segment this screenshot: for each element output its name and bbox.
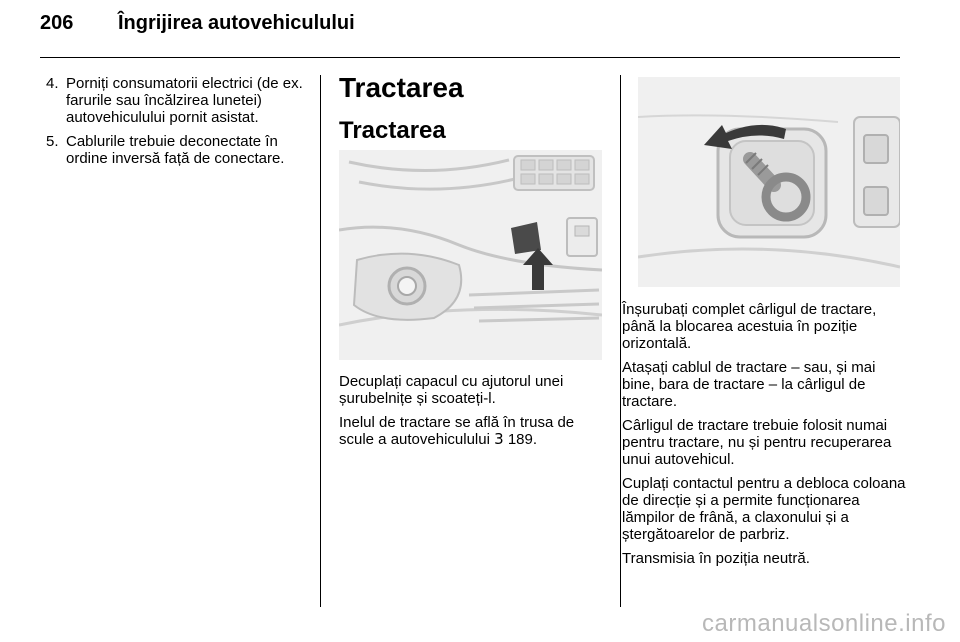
list-item <box>46 75 308 126</box>
section-subheading: Tractarea <box>339 117 446 144</box>
paragraph: Cuplați contactul pentru a debloca coloana de direcție și a permite funcționarea lămpilor de frână, a claxonului și a ștergătoarelor de parbriz. <box>622 475 906 543</box>
reference-page-link[interactable]: 189. <box>507 431 538 448</box>
column-divider-2 <box>620 75 621 607</box>
column-1 <box>46 75 308 174</box>
page-number: 206 <box>40 12 74 34</box>
paragraph: Cârligul de tractare trebuie folosit numai pentru tractare, nu și pentru recuperarea unui autovehicul. <box>622 417 892 468</box>
paragraph-text: Inelul de tractare se află în trusa de scule a autovehiculului <box>339 414 575 448</box>
column-divider-1 <box>320 75 321 607</box>
page-title: Îngrijirea autovehiculului <box>118 12 355 34</box>
paragraph: Atașați cablul de tractare – sau, și mai bine, bara de tractare – la cârligul de tractare. <box>622 359 876 410</box>
header-divider <box>40 57 900 58</box>
watermark: carmanualsonline.info <box>702 610 946 637</box>
paragraph-with-reference <box>339 414 607 448</box>
column-2-text <box>339 373 607 455</box>
bumper-cover-illustration <box>339 150 602 360</box>
list-item-number: 5. <box>46 133 59 150</box>
paragraph: Decuplați capacul cu ajutorul unei șurubelnițe și scoateți-l. <box>339 373 564 407</box>
section-heading: Tractarea <box>339 72 464 103</box>
list-item-number: 4. <box>46 75 59 92</box>
paragraph: Transmisia în poziția neutră. <box>622 550 810 567</box>
paragraph: Înșurubați complet cârligul de tractare, până la blocarea acestuia în poziție orizontală. <box>622 301 877 352</box>
list-item-text: Porniți consumatorii electrici (de ex. farurile sau încălzirea lunetei) autovehiculului pornit asistat. <box>66 75 303 126</box>
list-item-text: Cablurile trebuie deconectate în ordine inversă față de conectare. <box>66 133 285 167</box>
reference-arrow-icon: 3 <box>494 430 504 448</box>
column-3-text <box>622 301 906 574</box>
tow-hook-illustration <box>638 77 900 287</box>
list-item <box>46 133 308 167</box>
